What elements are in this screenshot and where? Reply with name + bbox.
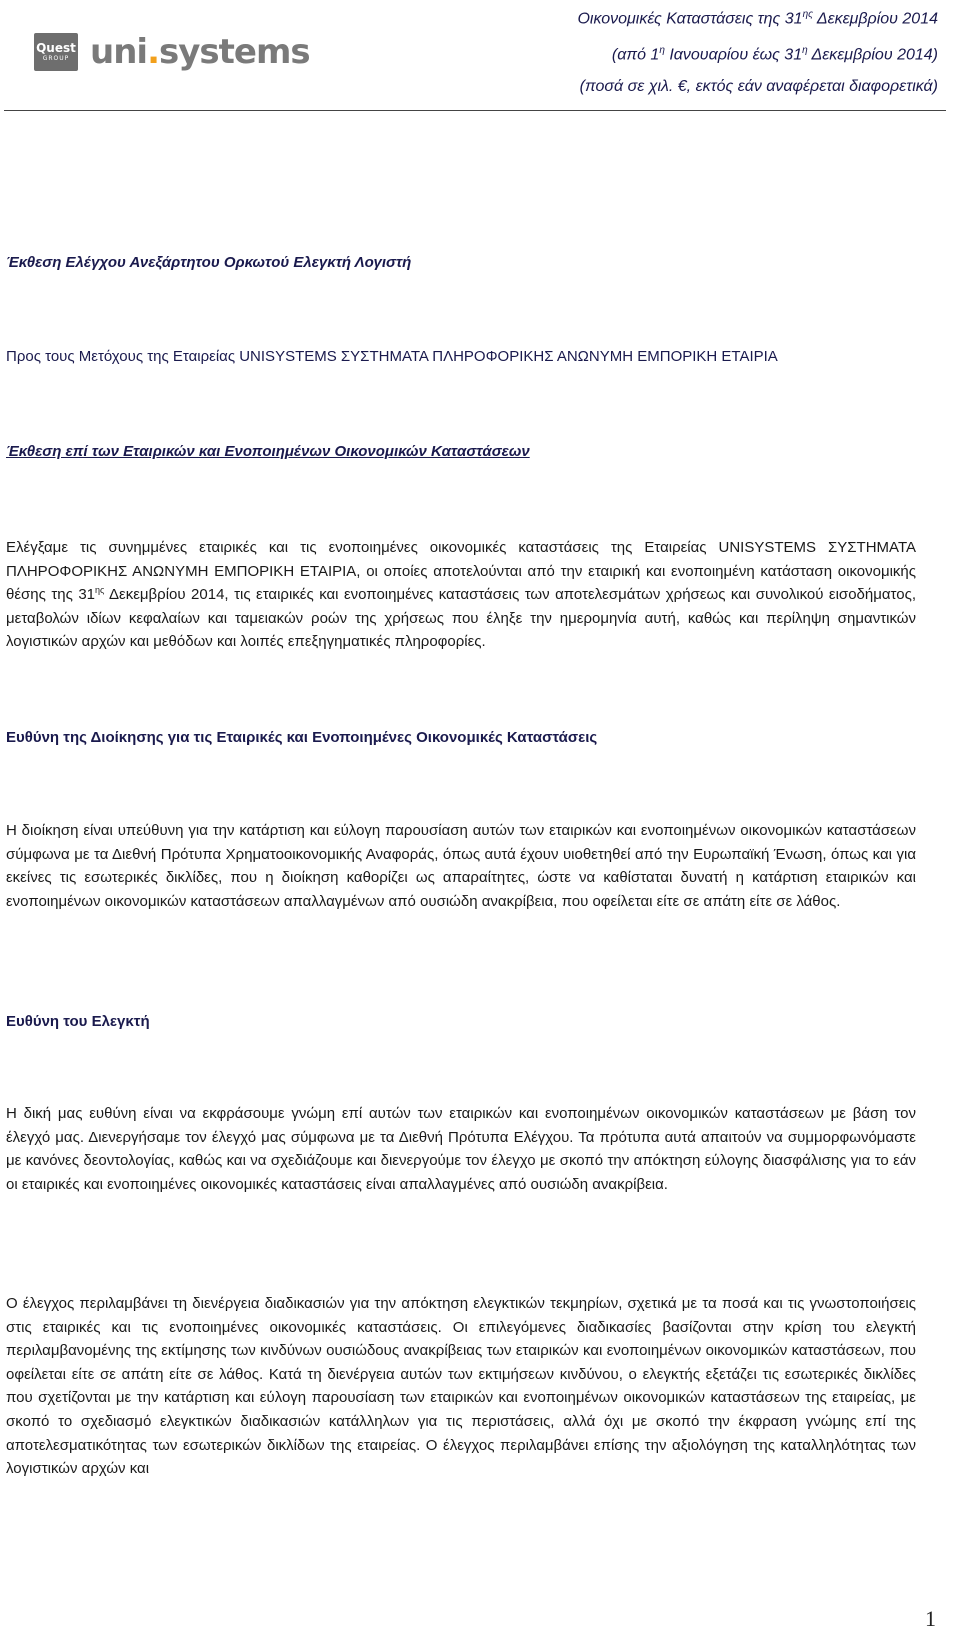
header-line-2 (577, 38, 938, 74)
management-responsibility-heading: Ευθύνη της Διοίκησης για τις Εταιρικές και Ενοποιημένες Οικονομικές Καταστάσεις (6, 729, 598, 746)
header-line-1-text: Οικονομικές Καταστάσεις της 31 (577, 10, 803, 28)
header-line-1 (577, 2, 938, 38)
header-line-2-sup2: η (802, 45, 808, 56)
quest-group-logo-icon (34, 33, 78, 71)
page-header (0, 0, 960, 118)
page-number: 1 (925, 1606, 936, 1631)
brand-dot: . (147, 32, 159, 72)
auditor-responsibility-heading: Ευθύνη του Ελεγκτή (6, 1013, 150, 1030)
quest-badge-bottom: GROUP (42, 54, 70, 62)
header-line-2-text: (από 1 (611, 46, 660, 64)
report-subtitle: Έκθεση επί των Εταιρικών και Ενοποιημένων Οικονομικών Καταστάσεων (6, 443, 530, 460)
unisystems-wordmark (90, 32, 310, 72)
intro-sup: ης (95, 585, 105, 596)
header-line-1-sup: ης (802, 9, 813, 20)
company-logo (34, 32, 310, 72)
header-divider (4, 110, 946, 111)
header-line-2-sup1: η (659, 45, 665, 56)
header-line-2-mid: Ιανουαρίου έως 31 (664, 46, 803, 64)
report-title: Έκθεση Ελέγχου Ανεξάρτητου Ορκωτού Ελεγκτή Λογιστή (6, 254, 412, 271)
header-line-1-tail: Δεκεμβρίου 2014 (812, 10, 938, 28)
header-line-2-tail: Δεκεμβρίου 2014) (807, 46, 938, 64)
quest-badge-top: Quest (36, 40, 76, 55)
management-responsibility-paragraph: Η διοίκηση είναι υπεύθυνη για την κατάρτιση και εύλογη παρουσίαση αυτών των εταιρικών και ενοποιημένων οικονομικών καταστάσεων σύμφωνα με τα Διεθνή Πρότυπα Χρηματοοικονομικής Αναφοράς, όπως αυτά έχουν υιοθετηθεί από την Ευρωπαϊκή Ένωση, όπως και για εκείνες τις εσωτερικές δικλίδες, που η διοίκηση καθορίζει ως απαραίτητες, ώστε να καθίσταται δυνατή η κατάρτιση εταιρικών και ενοποιημένων οικονομικών καταστάσεων απαλλαγμένων από ουσιώδη ανακρίβεια, που οφείλεται είτε σε απάτη είτε σε λάθος. (6, 822, 916, 910)
header-line-3: (ποσά σε χιλ. €, εκτός εάν αναφέρεται διαφορετικά) (579, 78, 938, 95)
brand-right: systems (159, 32, 310, 72)
audit-procedures-paragraph: Ο έλεγχος περιλαμβάνει τη διενέργεια διαδικασιών για την απόκτηση ελεγκτικών τεκμηρίων, σχετικά με τα ποσά και τις γνωστοποιήσεις στις εταιρικές και τις ενοποιημένες οικονομικές καταστάσεις. Οι επιλεγόμενες διαδικασίες βασίζονται στην κρίση του ελεγκτή περιλαμβανομένης της εκτίμησης των κινδύνων ουσιώδους ανακρίβειας των εταιρικών και ενοποιημένων οικονομικών καταστάσεων, που οφείλεται είτε σε απάτη είτε σε λάθος. Κατά τη διενέργεια αυτών των εκτιμήσεων κινδύνου, ο ελεγκτής εξετάζει τις εσωτερικές δικλίδες που σχετίζονται με την κατάρτιση και εύλογη παρουσίαση των εταιρικών και ενοποιημένων οικονομικών καταστάσεων της εταιρείας, με σκοπό το σχεδιασμό ελεγκτικών διαδικασιών κατάλληλων για τις περιστάσεις, αλλά όχι με σκοπό την έκφραση γνώμης επί της αποτελεσματικότητας των εσωτερικών δικλίδων της εταιρείας. Ο έλεγχος περιλαμβάνει επίσης την αξιολόγηση της καταλληλότητας των λογιστικών αρχών και (6, 1295, 916, 1478)
intro-paragraph (6, 536, 916, 654)
auditor-responsibility-paragraph: Η δική μας ευθύνη είναι να εκφράσουμε γνώμη επί αυτών των εταιρικών και ενοποιημένων οικονομικών καταστάσεων με βάση τον έλεγχό μας. Διενεργήσαμε τον έλεγχό μας σύμφωνα με τα Διεθνή Πρότυπα Ελέγχου. Τα πρότυπα αυτά απαιτούν να συμμορφωνόμαστε με κανόνες δεοντολογίας, καθώς και να σχεδιάζουμε και διενεργούμε τον έλεγχο με σκοπό την απόκτηση εύλογης διασφάλισης για το εάν οι εταιρικές και ενοποιημένες οικονομικές καταστάσεις είναι απαλλαγμένες από ουσιώδη ανακρίβεια. (6, 1105, 916, 1193)
intro-text: Ελέγξαμε τις συνημμένες εταιρικές και τις ενοποιημένες οικονομικές καταστάσεις της Εταιρείας UNISYSTEMS ΣΥΣΤΗΜΑΤΑ ΠΛΗΡΟΦΟΡΙΚΗΣ ΑΝΩΝΥΜΗ ΕΜΠΟΡΙΚΗ ΕΤΑΙΡΙΑ, οι οποίες αποτελούνται από την εταιρική και ενοποιημένη κατάσταση οικονομικής θέσης της 31 (6, 539, 916, 604)
header-info (577, 2, 938, 110)
intro-tail: Δεκεμβρίου 2014, τις εταιρικές και ενοποιημένες καταστάσεις των αποτελεσμάτων χρήσεως και συνολικού εισοδήματος, μεταβολών ιδίων κεφαλαίων και ταμειακών ροών της χρήσεως που έληξε την ημερομηνία αυτή, καθώς και περίληψη σημαντικών λογιστικών αρχών και μεθόδων και λοιπές επεξηγηματικές πληροφορίες. (6, 586, 916, 651)
report-addressee: Προς τους Μετόχους της Εταιρείας UNISYSTEMS ΣΥΣΤΗΜΑΤΑ ΠΛΗΡΟΦΟΡΙΚΗΣ ΑΝΩΝΥΜΗ ΕΜΠΟΡΙΚΗ ΕΤΑΙΡΙΑ (6, 348, 778, 365)
brand-left: uni (90, 32, 148, 72)
